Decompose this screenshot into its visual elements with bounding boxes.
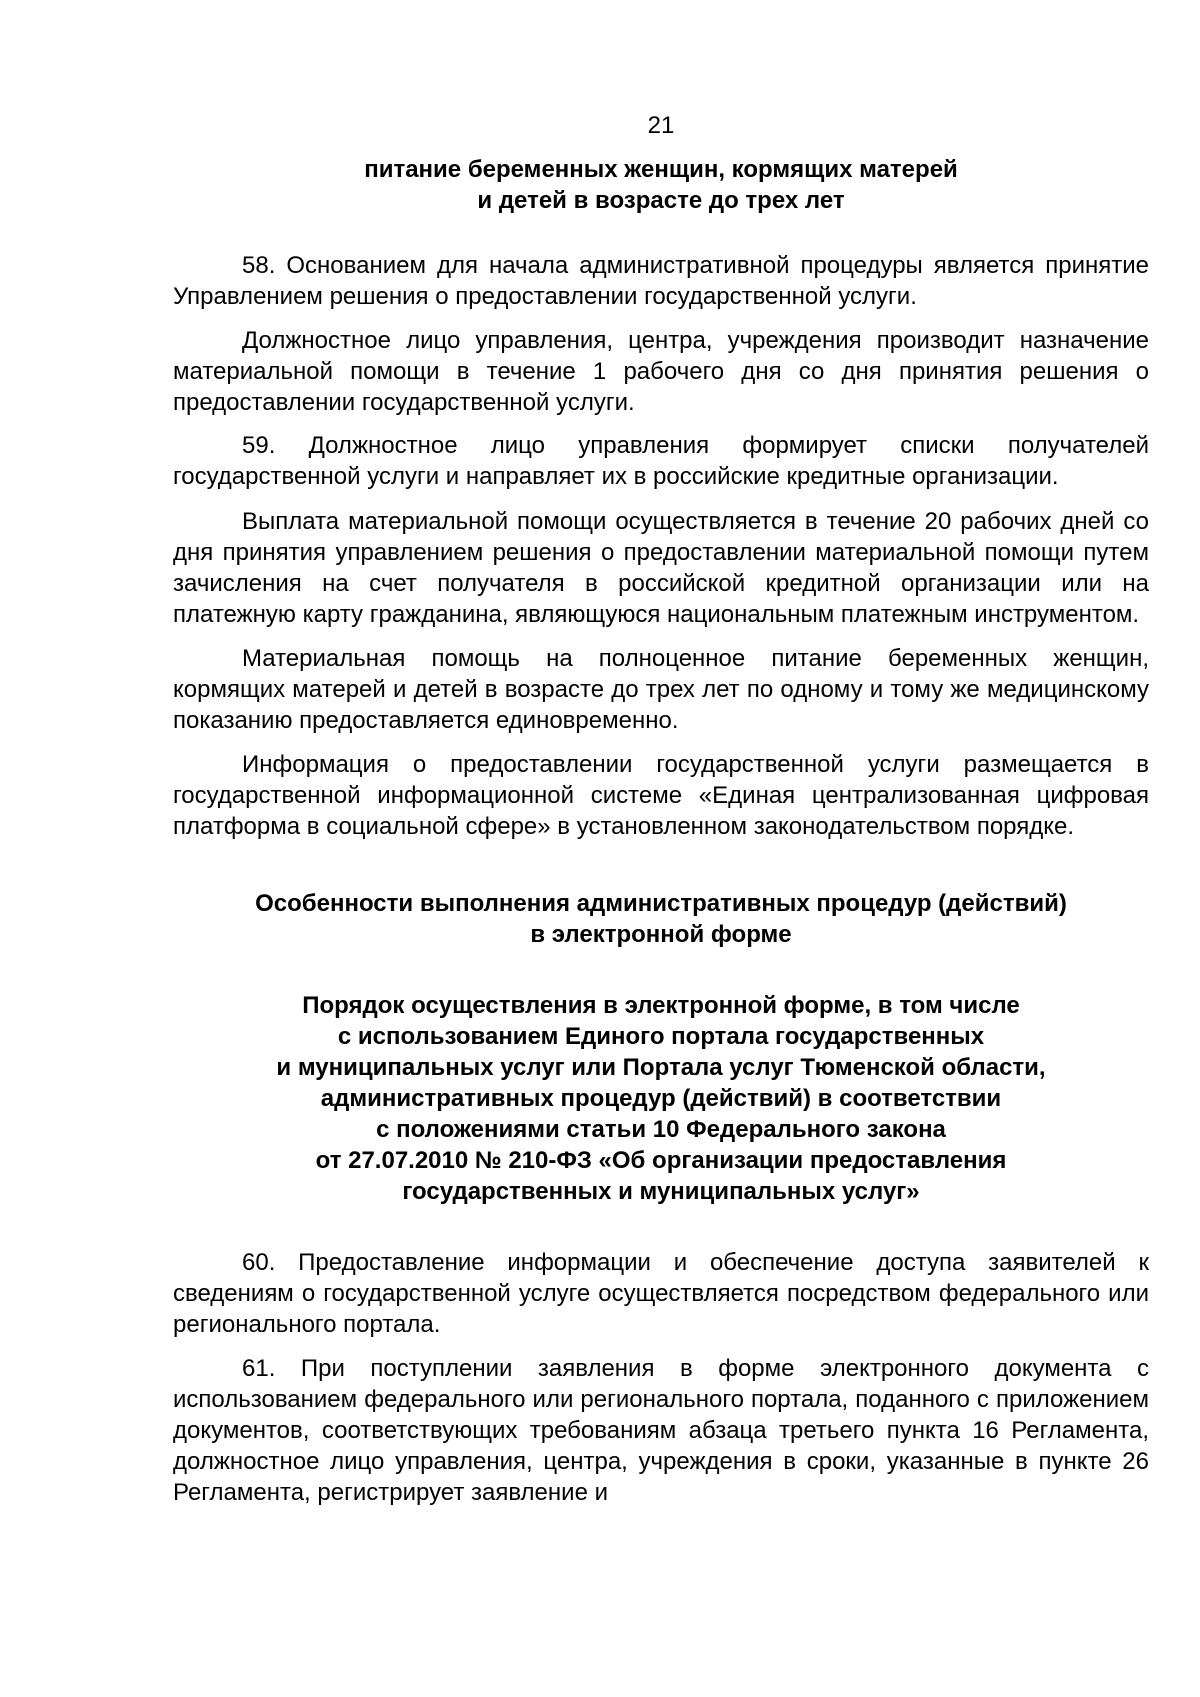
paragraph: Выплата материальной помощи осуществляется в течение 20 рабочих дней со дня принятия управлением решения о предоставлении материальной помощи путем зачисления на счет получателя в российской кредитной организации или на платежную карту гражданина, являющуюся национальным платежным инструментом. — [173, 508, 1149, 628]
paragraph-60: 60. Предоставление информации и обеспечение доступа заявителей к сведениям о государственной услуге осуществляется посредством федерального или регионального портала. — [173, 1249, 1149, 1338]
paragraph-61: 61. При поступлении заявления в форме электронного документа с использованием федерального или регионального портала, поданного с приложением документов, соответствующих требованиям абзаца третьего пункта 16 Регламента, должностное лицо управления, центра, учреждения в сроки, указанные в пункте 26 Регламента, регистрирует заявление и — [173, 1355, 1149, 1506]
heading-line: государственных и муниципальных услуг» — [402, 1178, 920, 1205]
heading-line: и муниципальных услуг или Портала услуг Тюменской области, — [276, 1054, 1046, 1081]
paragraph: Материальная помощь на полноценное питание беременных женщин, кормящих матерей и детей в возрасте до трех лет по одному и тому же медицинскому показанию предоставляется единовременно. — [173, 645, 1149, 734]
heading-line: с использованием Единого портала государственных — [337, 1023, 985, 1050]
paragraph: Информация о предоставлении государственной услуги размещается в государственной информационной системе «Единая централизованная цифровая платформа в социальной сфере» в установленном законодательством порядке. — [173, 751, 1149, 840]
heading-line: от 27.07.2010 № 210-ФЗ «Об организации предоставления — [315, 1147, 1007, 1174]
paragraph-58: 58. Основанием для начала административной процедуры является принятие Управлением решения о предоставлении государственной услуги. — [173, 252, 1149, 310]
document-page — [173, 112, 1149, 1508]
page-number: 21 — [647, 112, 675, 139]
heading-line: в электронной форме — [530, 921, 792, 948]
heading-line: административных процедур (действий) в соответствии — [320, 1085, 1002, 1112]
section-heading — [173, 888, 1149, 950]
section-heading-continuation — [173, 154, 1149, 216]
subsection-heading — [173, 990, 1149, 1207]
heading-line: Особенности выполнения административных процедур (действий) — [255, 890, 1067, 917]
heading-line: Порядок осуществления в электронной форме, в том числе — [302, 992, 1020, 1019]
paragraph-59: 59. Должностное лицо управления формирует списки получателей государственной услуги и направляет их в российские кредитные организации. — [173, 432, 1149, 490]
heading-line: питание беременных женщин, кормящих матерей — [364, 156, 958, 183]
paragraph: Должностное лицо управления, центра, учреждения производит назначение материальной помощи в течение 1 рабочего дня со дня принятия решения о предоставлении государственной услуги. — [173, 327, 1149, 416]
heading-line: и детей в возрасте до трех лет — [477, 187, 845, 214]
heading-line: с положениями статьи 10 Федерального закона — [376, 1116, 946, 1143]
